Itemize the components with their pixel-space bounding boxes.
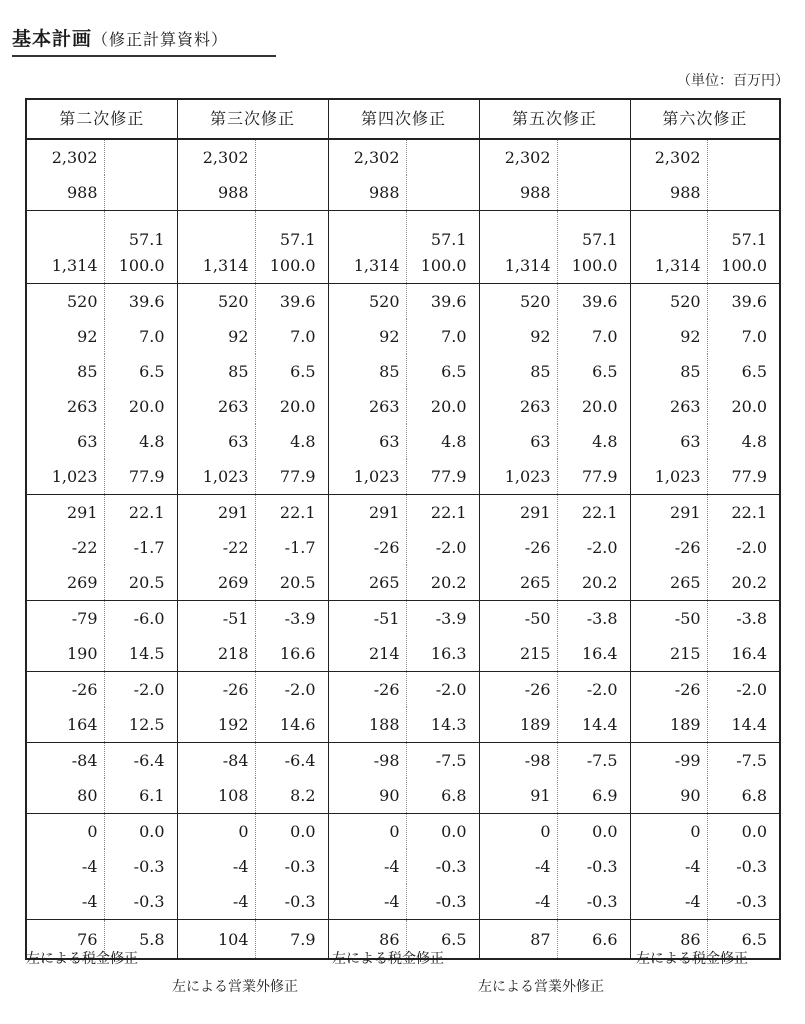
table-row [26, 175, 780, 211]
amount-cell: -4 [630, 884, 707, 920]
amount-cell: 291 [328, 495, 406, 531]
amount-cell: -98 [328, 743, 406, 779]
amount-cell: 86 [630, 920, 707, 960]
amount-cell: 291 [479, 495, 557, 531]
percent-cell: 6.5 [707, 354, 780, 389]
percent-cell: -0.3 [255, 849, 328, 884]
amount-cell: 90 [328, 778, 406, 814]
percent-cell: 6.8 [707, 778, 780, 814]
ratio-top-value: 57.1 [279, 230, 316, 249]
table-row [26, 814, 780, 850]
amount-cell: 190 [26, 636, 104, 672]
table-row [26, 319, 780, 354]
amount-cell: 92 [479, 319, 557, 354]
amount-cell: -26 [328, 672, 406, 708]
table-row [26, 565, 780, 601]
table-row [26, 354, 780, 389]
amount-cell: 263 [177, 389, 255, 424]
percent-cell: 4.8 [406, 424, 479, 459]
amount-cell: 265 [630, 565, 707, 601]
percent-cell: -7.5 [406, 743, 479, 779]
note-nonop-1: 左による営業外修正 [172, 979, 298, 995]
amount-cell: 520 [66, 292, 98, 311]
title-subtitle: （修正計算資料） [92, 30, 229, 49]
amount-cell [26, 211, 104, 284]
amount-cell: 1,023 [177, 459, 255, 495]
cell-value: 1,314 [202, 256, 249, 275]
percent-cell: 77.9 [707, 459, 780, 495]
percent-cell: 7.9 [255, 920, 328, 960]
percent-cell: -2.0 [707, 530, 780, 565]
percent-cell: 77.9 [406, 459, 479, 495]
amount-cell: 291 [66, 503, 98, 522]
amount-cell: 2,302 [51, 148, 98, 167]
amount-cell: -26 [71, 680, 98, 699]
amount-cell: -51 [177, 601, 255, 637]
percent-cell: 6.5 [406, 920, 479, 960]
table-row [26, 424, 780, 459]
amount-cell: 92 [630, 319, 707, 354]
table-row [26, 778, 780, 814]
amount-cell: 269 [177, 565, 255, 601]
note-tax-2: 左による税金修正 [332, 951, 444, 967]
amount-cell: -26 [177, 672, 255, 708]
percent-cell [707, 139, 780, 175]
percent-cell [707, 211, 780, 284]
percent-cell: 39.6 [406, 284, 479, 320]
amount-cell: 189 [479, 707, 557, 743]
amount-cell: -4 [479, 884, 557, 920]
amount-cell: 1,023 [479, 459, 557, 495]
amount-cell: 1,023 [328, 459, 406, 495]
table-row [26, 849, 780, 884]
percent-cell: 20.0 [104, 389, 177, 424]
percent-cell [406, 139, 479, 175]
amount-cell: -4 [479, 849, 557, 884]
amount-cell: 269 [26, 565, 104, 601]
page-title [12, 24, 276, 57]
percent-cell: 22.1 [406, 495, 479, 531]
table-row [26, 284, 780, 320]
percent-cell: -6.0 [104, 601, 177, 637]
percent-cell: 20.2 [707, 565, 780, 601]
revision-table [25, 98, 781, 960]
amount-cell: 85 [77, 362, 98, 381]
header-row [26, 99, 780, 139]
amount-cell: -79 [71, 609, 98, 628]
amount-cell: 92 [328, 319, 406, 354]
cell-value: 100.0 [721, 256, 768, 275]
percent-cell: 0.0 [104, 814, 177, 850]
table-row [26, 139, 780, 175]
percent-cell: 14.6 [255, 707, 328, 743]
table-row [26, 601, 780, 637]
percent-cell: -3.9 [255, 601, 328, 637]
title-main: 基本計画 [12, 28, 93, 50]
amount-cell: 520 [479, 284, 557, 320]
percent-cell: -2.0 [557, 672, 630, 708]
amount-cell: 988 [479, 175, 557, 211]
amount-cell: 86 [328, 920, 406, 960]
percent-cell: -0.3 [707, 884, 780, 920]
amount-cell: 188 [328, 707, 406, 743]
amount-cell: 520 [328, 284, 406, 320]
amount-cell: -26 [630, 530, 707, 565]
percent-cell: 6.5 [406, 354, 479, 389]
amount-cell: 265 [479, 565, 557, 601]
percent-cell: -0.3 [255, 884, 328, 920]
amount-cell: 215 [479, 636, 557, 672]
percent-cell: -0.3 [406, 884, 479, 920]
percent-cell: 20.5 [255, 565, 328, 601]
amount-cell: 291 [630, 495, 707, 531]
percent-cell: -7.5 [707, 743, 780, 779]
percent-cell: 77.9 [104, 459, 177, 495]
percent-cell: -3.9 [406, 601, 479, 637]
amount-cell: 520 [177, 284, 255, 320]
table-row [26, 707, 780, 743]
percent-cell: 6.8 [406, 778, 479, 814]
percent-cell: 20.0 [255, 389, 328, 424]
amount-cell: 0 [328, 814, 406, 850]
percent-cell: -1.7 [104, 530, 177, 565]
amount-cell: 988 [328, 175, 406, 211]
amount-cell: -50 [630, 601, 707, 637]
percent-cell: 4.8 [557, 424, 630, 459]
percent-cell [707, 175, 780, 211]
amount-cell: 1,023 [26, 459, 104, 495]
percent-cell: 5.8 [104, 920, 177, 960]
percent-cell: 6.1 [104, 778, 177, 814]
percent-cell: 12.5 [104, 707, 177, 743]
amount-cell: -4 [328, 884, 406, 920]
cell-value: 100.0 [420, 256, 467, 275]
cell-value: 100.0 [118, 256, 165, 275]
percent-cell: 6.9 [557, 778, 630, 814]
amount-cell: 0 [177, 814, 255, 850]
amount-cell: 80 [26, 778, 104, 814]
amount-cell: -26 [328, 530, 406, 565]
amount-cell: 85 [479, 354, 557, 389]
column-header: 第四次修正 [328, 99, 479, 139]
amount-cell: -4 [177, 849, 255, 884]
percent-cell: 16.6 [255, 636, 328, 672]
amount-cell: -50 [479, 601, 557, 637]
percent-cell: 0.0 [707, 814, 780, 850]
cell-value: 1,314 [504, 256, 551, 275]
column-header: 第三次修正 [177, 99, 328, 139]
table-row [26, 636, 780, 672]
amount-cell: 63 [177, 424, 255, 459]
note-tax-1: 左による税金修正 [26, 951, 138, 967]
amount-cell: 988 [177, 175, 255, 211]
amount-cell: -84 [71, 751, 98, 770]
amount-cell: 0 [630, 814, 707, 850]
note-nonop-2: 左による営業外修正 [478, 979, 604, 995]
percent-cell [557, 211, 630, 284]
amount-cell: 2,302 [177, 139, 255, 175]
ratio-top-value: 57.1 [128, 230, 165, 249]
amount-cell: 192 [177, 707, 255, 743]
amount-cell: 265 [328, 565, 406, 601]
percent-cell: 8.2 [255, 778, 328, 814]
cell-value: 1,314 [353, 256, 400, 275]
unit-label: （単位：百万円） [677, 73, 789, 89]
amount-cell: 87 [479, 920, 557, 960]
percent-cell [557, 175, 630, 211]
amount-cell: 63 [479, 424, 557, 459]
column-header: 第五次修正 [479, 99, 630, 139]
table-row [26, 672, 780, 708]
percent-cell: -6.4 [104, 743, 177, 779]
percent-cell: 14.5 [104, 636, 177, 672]
amount-cell: -4 [328, 849, 406, 884]
column-header: 第六次修正 [630, 99, 780, 139]
table-row [26, 884, 780, 920]
percent-cell: 4.8 [104, 424, 177, 459]
percent-cell: 39.6 [557, 284, 630, 320]
amount-cell: -4 [81, 857, 98, 876]
amount-cell: 76 [77, 929, 98, 949]
percent-cell [557, 139, 630, 175]
amount-cell: -98 [479, 743, 557, 779]
amount-cell: 90 [630, 778, 707, 814]
percent-cell: 7.0 [255, 319, 328, 354]
amount-cell: 164 [26, 707, 104, 743]
percent-cell: -0.3 [557, 884, 630, 920]
amount-cell: 108 [177, 778, 255, 814]
percent-cell: 14.3 [406, 707, 479, 743]
amount-cell: 2,302 [479, 139, 557, 175]
percent-cell [104, 211, 177, 284]
percent-cell: 20.0 [406, 389, 479, 424]
amount-cell: -22 [71, 538, 98, 557]
percent-cell: 22.1 [104, 495, 177, 531]
amount-cell: 214 [328, 636, 406, 672]
percent-cell: 0.0 [255, 814, 328, 850]
amount-cell: 291 [177, 495, 255, 531]
percent-cell: -3.8 [707, 601, 780, 637]
amount-cell: 1,023 [630, 459, 707, 495]
percent-cell: 20.2 [557, 565, 630, 601]
percent-cell: 16.4 [707, 636, 780, 672]
percent-cell: -1.7 [255, 530, 328, 565]
percent-cell: -2.0 [557, 530, 630, 565]
percent-cell: -2.0 [707, 672, 780, 708]
amount-cell: 0 [87, 822, 98, 841]
percent-cell: 39.6 [104, 284, 177, 320]
percent-cell: 6.5 [707, 920, 780, 960]
percent-cell: -0.3 [557, 849, 630, 884]
cell-value: 1,314 [654, 256, 701, 275]
amount-cell [479, 211, 557, 284]
amount-cell: 0 [479, 814, 557, 850]
amount-cell: 92 [77, 327, 98, 346]
amount-cell: 91 [479, 778, 557, 814]
percent-cell [255, 211, 328, 284]
percent-cell: 16.3 [406, 636, 479, 672]
ratio-top-value: 57.1 [731, 230, 768, 249]
amount-cell: 92 [177, 319, 255, 354]
amount-cell: 263 [328, 389, 406, 424]
percent-cell: 7.0 [707, 319, 780, 354]
percent-cell: -2.0 [406, 672, 479, 708]
amount-cell: 263 [630, 389, 707, 424]
amount-cell: -51 [328, 601, 406, 637]
percent-cell: 20.0 [707, 389, 780, 424]
cell-value: 1,314 [51, 256, 98, 275]
percent-cell [406, 175, 479, 211]
cell-value: 100.0 [269, 256, 316, 275]
amount-cell: -26 [479, 672, 557, 708]
amount-cell: 2,302 [328, 139, 406, 175]
percent-cell: 14.4 [707, 707, 780, 743]
amount-cell: 215 [630, 636, 707, 672]
percent-cell: 39.6 [255, 284, 328, 320]
amount-cell: -99 [630, 743, 707, 779]
amount-cell: -4 [177, 884, 255, 920]
amount-cell: 85 [177, 354, 255, 389]
amount-cell: 63 [328, 424, 406, 459]
percent-cell: 16.4 [557, 636, 630, 672]
amount-cell [328, 211, 406, 284]
percent-cell: -0.3 [104, 884, 177, 920]
amount-cell: 988 [630, 175, 707, 211]
percent-cell: -2.0 [255, 672, 328, 708]
amount-cell: -26 [479, 530, 557, 565]
amount-cell: 263 [66, 397, 98, 416]
table-row [26, 530, 780, 565]
column-header: 第二次修正 [26, 99, 177, 139]
percent-cell: 39.6 [707, 284, 780, 320]
percent-cell [255, 139, 328, 175]
amount-cell: 63 [77, 432, 98, 451]
footnotes [0, 944, 805, 1004]
amount-cell: 63 [630, 424, 707, 459]
percent-cell: -0.3 [406, 849, 479, 884]
amount-cell: 85 [328, 354, 406, 389]
percent-cell: 20.2 [406, 565, 479, 601]
amount-cell [630, 211, 707, 284]
amount-cell: 189 [630, 707, 707, 743]
percent-cell [255, 175, 328, 211]
table-row [26, 459, 780, 495]
percent-cell: 0.0 [406, 814, 479, 850]
cell-value: 100.0 [571, 256, 618, 275]
percent-cell: 22.1 [255, 495, 328, 531]
percent-cell: 22.1 [707, 495, 780, 531]
percent-cell: -3.8 [557, 601, 630, 637]
percent-cell: 4.8 [707, 424, 780, 459]
amount-cell: 263 [479, 389, 557, 424]
percent-cell: 20.5 [104, 565, 177, 601]
table-row [26, 743, 780, 779]
percent-cell: 14.4 [557, 707, 630, 743]
percent-cell: 4.8 [255, 424, 328, 459]
percent-cell: 77.9 [557, 459, 630, 495]
amount-cell: 520 [630, 284, 707, 320]
amount-cell: -26 [630, 672, 707, 708]
percent-cell: -0.3 [104, 849, 177, 884]
amount-cell: -4 [630, 849, 707, 884]
amount-cell: -84 [177, 743, 255, 779]
amount-cell: -4 [26, 884, 104, 920]
percent-cell: 6.6 [557, 920, 630, 960]
amount-cell: 218 [177, 636, 255, 672]
percent-cell: -2.0 [406, 530, 479, 565]
table-row [26, 389, 780, 424]
percent-cell: 6.5 [255, 354, 328, 389]
percent-cell: 7.0 [557, 319, 630, 354]
percent-cell: 20.0 [557, 389, 630, 424]
percent-cell: -7.5 [557, 743, 630, 779]
percent-cell [406, 211, 479, 284]
note-tax-3: 左による税金修正 [636, 951, 748, 967]
amount-cell: 85 [630, 354, 707, 389]
ratio-top-value: 57.1 [581, 230, 618, 249]
percent-cell [104, 175, 177, 211]
percent-cell: -6.4 [255, 743, 328, 779]
ratio-top-value: 57.1 [430, 230, 467, 249]
amount-cell: 988 [26, 175, 104, 211]
percent-cell: 7.0 [406, 319, 479, 354]
amount-cell: -22 [177, 530, 255, 565]
percent-cell: 0.0 [557, 814, 630, 850]
percent-cell: 6.5 [104, 354, 177, 389]
amount-cell [177, 211, 255, 284]
table-row [26, 495, 780, 531]
percent-cell: 77.9 [255, 459, 328, 495]
percent-cell: 6.5 [557, 354, 630, 389]
amount-cell: 104 [177, 920, 255, 960]
amount-cell: 2,302 [630, 139, 707, 175]
percent-cell: -0.3 [707, 849, 780, 884]
percent-cell: 7.0 [104, 319, 177, 354]
percent-cell: -2.0 [104, 672, 177, 708]
table-row [26, 211, 780, 284]
percent-cell [104, 139, 177, 175]
percent-cell: 22.1 [557, 495, 630, 531]
